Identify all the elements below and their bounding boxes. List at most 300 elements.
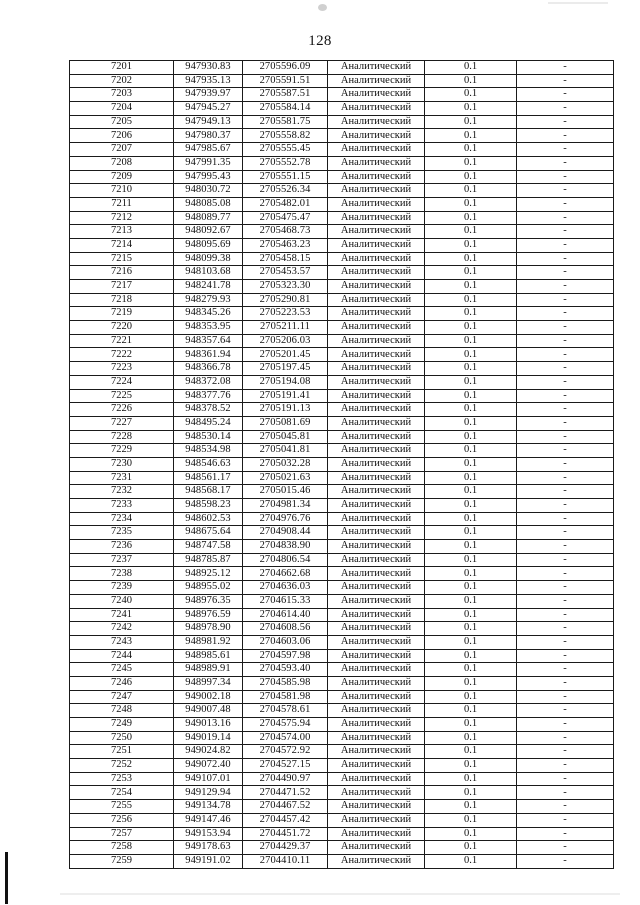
y-coordinate-cell: 2704838.90 [243,540,328,554]
note-cell: - [517,759,614,773]
accuracy-cell: 0.1 [425,88,517,102]
point-number-cell: 7222 [70,348,174,362]
table-row [70,786,614,800]
note-cell: - [517,389,614,403]
note-cell: - [517,512,614,526]
note-cell: - [517,61,614,75]
y-coordinate-cell: 2705468.73 [243,225,328,239]
note-cell: - [517,704,614,718]
method-cell: Аналитический [328,293,425,307]
x-coordinate-cell: 948985.61 [174,649,243,663]
x-coordinate-cell: 948345.26 [174,307,243,321]
y-coordinate-cell: 2705551.15 [243,170,328,184]
x-coordinate-cell: 949147.46 [174,813,243,827]
table-row [70,280,614,294]
point-number-cell: 7244 [70,649,174,663]
accuracy-cell: 0.1 [425,841,517,855]
note-cell: - [517,663,614,677]
table-row [70,348,614,362]
table-row [70,389,614,403]
point-number-cell: 7242 [70,622,174,636]
y-coordinate-cell: 2704467.52 [243,800,328,814]
x-coordinate-cell: 948955.02 [174,581,243,595]
table-row [70,143,614,157]
method-cell: Аналитический [328,238,425,252]
method-cell: Аналитический [328,786,425,800]
note-cell: - [517,143,614,157]
y-coordinate-cell: 2704806.54 [243,553,328,567]
accuracy-cell: 0.1 [425,102,517,116]
note-cell: - [517,581,614,595]
point-number-cell: 7253 [70,772,174,786]
note-cell: - [517,170,614,184]
table-row [70,567,614,581]
table-row [70,321,614,335]
accuracy-cell: 0.1 [425,74,517,88]
point-number-cell: 7213 [70,225,174,239]
accuracy-cell: 0.1 [425,704,517,718]
accuracy-cell: 0.1 [425,676,517,690]
x-coordinate-cell: 948279.93 [174,293,243,307]
table-row [70,170,614,184]
x-coordinate-cell: 948377.76 [174,389,243,403]
note-cell: - [517,129,614,143]
point-number-cell: 7221 [70,334,174,348]
point-number-cell: 7255 [70,800,174,814]
y-coordinate-cell: 2704457.42 [243,813,328,827]
note-cell: - [517,334,614,348]
table-row [70,457,614,471]
x-coordinate-cell: 947930.83 [174,61,243,75]
method-cell: Аналитический [328,553,425,567]
y-coordinate-cell: 2705555.45 [243,143,328,157]
point-number-cell: 7209 [70,170,174,184]
method-cell: Аналитический [328,102,425,116]
x-coordinate-cell: 948976.59 [174,608,243,622]
table-row [70,690,614,704]
x-coordinate-cell: 948378.52 [174,403,243,417]
y-coordinate-cell: 2704908.44 [243,526,328,540]
y-coordinate-cell: 2704572.92 [243,745,328,759]
x-coordinate-cell: 949072.40 [174,759,243,773]
accuracy-cell: 0.1 [425,772,517,786]
y-coordinate-cell: 2705201.45 [243,348,328,362]
table-row [70,526,614,540]
y-coordinate-cell: 2704410.11 [243,854,328,868]
accuracy-cell: 0.1 [425,416,517,430]
method-cell: Аналитический [328,129,425,143]
accuracy-cell: 0.1 [425,61,517,75]
y-coordinate-cell: 2704976.76 [243,512,328,526]
method-cell: Аналитический [328,718,425,732]
note-cell: - [517,362,614,376]
x-coordinate-cell: 948372.08 [174,375,243,389]
method-cell: Аналитический [328,608,425,622]
point-number-cell: 7237 [70,553,174,567]
accuracy-cell: 0.1 [425,321,517,335]
note-cell: - [517,444,614,458]
method-cell: Аналитический [328,375,425,389]
y-coordinate-cell: 2704597.98 [243,649,328,663]
y-coordinate-cell: 2705290.81 [243,293,328,307]
note-cell: - [517,197,614,211]
note-cell: - [517,786,614,800]
method-cell: Аналитический [328,745,425,759]
x-coordinate-cell: 947995.43 [174,170,243,184]
point-number-cell: 7231 [70,471,174,485]
x-coordinate-cell: 947991.35 [174,156,243,170]
note-cell: - [517,184,614,198]
x-coordinate-cell: 948241.78 [174,280,243,294]
note-cell: - [517,88,614,102]
accuracy-cell: 0.1 [425,635,517,649]
point-number-cell: 7204 [70,102,174,116]
table-row [70,74,614,88]
point-number-cell: 7257 [70,827,174,841]
method-cell: Аналитический [328,416,425,430]
method-cell: Аналитический [328,184,425,198]
y-coordinate-cell: 2705041.81 [243,444,328,458]
table-row [70,512,614,526]
point-number-cell: 7220 [70,321,174,335]
method-cell: Аналитический [328,690,425,704]
accuracy-cell: 0.1 [425,280,517,294]
table-row [70,499,614,513]
x-coordinate-cell: 948361.94 [174,348,243,362]
x-coordinate-cell: 948534.98 [174,444,243,458]
method-cell: Аналитический [328,854,425,868]
point-number-cell: 7249 [70,718,174,732]
method-cell: Аналитический [328,813,425,827]
method-cell: Аналитический [328,252,425,266]
accuracy-cell: 0.1 [425,334,517,348]
accuracy-cell: 0.1 [425,690,517,704]
note-cell: - [517,649,614,663]
table-row [70,252,614,266]
y-coordinate-cell: 2705526.34 [243,184,328,198]
y-coordinate-cell: 2704575.94 [243,718,328,732]
table-row [70,704,614,718]
point-number-cell: 7205 [70,115,174,129]
x-coordinate-cell: 948602.53 [174,512,243,526]
x-coordinate-cell: 949002.18 [174,690,243,704]
table-row [70,102,614,116]
method-cell: Аналитический [328,170,425,184]
accuracy-cell: 0.1 [425,307,517,321]
method-cell: Аналитический [328,526,425,540]
method-cell: Аналитический [328,115,425,129]
table-row [70,211,614,225]
table-row [70,156,614,170]
method-cell: Аналитический [328,266,425,280]
note-cell: - [517,307,614,321]
x-coordinate-cell: 949013.16 [174,718,243,732]
note-cell: - [517,608,614,622]
x-coordinate-cell: 949107.01 [174,772,243,786]
method-cell: Аналитический [328,567,425,581]
y-coordinate-cell: 2705453.57 [243,266,328,280]
y-coordinate-cell: 2704471.52 [243,786,328,800]
y-coordinate-cell: 2705032.28 [243,457,328,471]
note-cell: - [517,827,614,841]
y-coordinate-cell: 2705581.75 [243,115,328,129]
x-coordinate-cell: 949007.48 [174,704,243,718]
note-cell: - [517,430,614,444]
method-cell: Аналитический [328,622,425,636]
method-cell: Аналитический [328,211,425,225]
accuracy-cell: 0.1 [425,115,517,129]
point-number-cell: 7245 [70,663,174,677]
method-cell: Аналитический [328,540,425,554]
accuracy-cell: 0.1 [425,403,517,417]
accuracy-cell: 0.1 [425,800,517,814]
note-cell: - [517,499,614,513]
accuracy-cell: 0.1 [425,348,517,362]
table-row [70,88,614,102]
method-cell: Аналитический [328,731,425,745]
point-number-cell: 7254 [70,786,174,800]
point-number-cell: 7208 [70,156,174,170]
accuracy-cell: 0.1 [425,211,517,225]
point-number-cell: 7216 [70,266,174,280]
table-row [70,718,614,732]
y-coordinate-cell: 2704603.06 [243,635,328,649]
note-cell: - [517,321,614,335]
accuracy-cell: 0.1 [425,375,517,389]
x-coordinate-cell: 948747.58 [174,540,243,554]
point-number-cell: 7206 [70,129,174,143]
point-number-cell: 7223 [70,362,174,376]
method-cell: Аналитический [328,197,425,211]
table-row [70,444,614,458]
method-cell: Аналитический [328,225,425,239]
method-cell: Аналитический [328,581,425,595]
y-coordinate-cell: 2704578.61 [243,704,328,718]
method-cell: Аналитический [328,471,425,485]
point-number-cell: 7203 [70,88,174,102]
table-row [70,266,614,280]
method-cell: Аналитический [328,594,425,608]
table-row [70,197,614,211]
table-row [70,225,614,239]
x-coordinate-cell: 949129.94 [174,786,243,800]
method-cell: Аналитический [328,389,425,403]
point-number-cell: 7225 [70,389,174,403]
note-cell: - [517,813,614,827]
y-coordinate-cell: 2705021.63 [243,471,328,485]
table-row [70,553,614,567]
accuracy-cell: 0.1 [425,786,517,800]
y-coordinate-cell: 2704429.37 [243,841,328,855]
point-number-cell: 7246 [70,676,174,690]
note-cell: - [517,567,614,581]
method-cell: Аналитический [328,512,425,526]
x-coordinate-cell: 948598.23 [174,499,243,513]
point-number-cell: 7202 [70,74,174,88]
table-row [70,471,614,485]
x-coordinate-cell: 948089.77 [174,211,243,225]
table-row [70,622,614,636]
accuracy-cell: 0.1 [425,184,517,198]
method-cell: Аналитический [328,403,425,417]
x-coordinate-cell: 948561.17 [174,471,243,485]
note-cell: - [517,238,614,252]
accuracy-cell: 0.1 [425,622,517,636]
table-row [70,800,614,814]
note-cell: - [517,225,614,239]
table-row [70,731,614,745]
point-number-cell: 7227 [70,416,174,430]
accuracy-cell: 0.1 [425,553,517,567]
point-number-cell: 7226 [70,403,174,417]
x-coordinate-cell: 948366.78 [174,362,243,376]
point-number-cell: 7218 [70,293,174,307]
note-cell: - [517,471,614,485]
accuracy-cell: 0.1 [425,225,517,239]
point-number-cell: 7259 [70,854,174,868]
accuracy-cell: 0.1 [425,252,517,266]
table-row [70,635,614,649]
note-cell: - [517,553,614,567]
y-coordinate-cell: 2705045.81 [243,430,328,444]
note-cell: - [517,156,614,170]
y-coordinate-cell: 2705463.23 [243,238,328,252]
accuracy-cell: 0.1 [425,197,517,211]
accuracy-cell: 0.1 [425,471,517,485]
accuracy-cell: 0.1 [425,129,517,143]
note-cell: - [517,416,614,430]
accuracy-cell: 0.1 [425,143,517,157]
x-coordinate-cell: 948353.95 [174,321,243,335]
point-number-cell: 7228 [70,430,174,444]
point-number-cell: 7241 [70,608,174,622]
table-row [70,649,614,663]
x-coordinate-cell: 949178.63 [174,841,243,855]
note-cell: - [517,854,614,868]
note-cell: - [517,211,614,225]
point-number-cell: 7240 [70,594,174,608]
x-coordinate-cell: 949024.82 [174,745,243,759]
point-number-cell: 7250 [70,731,174,745]
method-cell: Аналитический [328,827,425,841]
accuracy-cell: 0.1 [425,444,517,458]
y-coordinate-cell: 2705323.30 [243,280,328,294]
method-cell: Аналитический [328,307,425,321]
coordinates-table-body [70,61,614,869]
y-coordinate-cell: 2705482.01 [243,197,328,211]
accuracy-cell: 0.1 [425,663,517,677]
note-cell: - [517,676,614,690]
method-cell: Аналитический [328,362,425,376]
method-cell: Аналитический [328,663,425,677]
y-coordinate-cell: 2704593.40 [243,663,328,677]
method-cell: Аналитический [328,156,425,170]
method-cell: Аналитический [328,280,425,294]
point-number-cell: 7230 [70,457,174,471]
y-coordinate-cell: 2705191.13 [243,403,328,417]
method-cell: Аналитический [328,143,425,157]
y-coordinate-cell: 2705552.78 [243,156,328,170]
table-row [70,813,614,827]
x-coordinate-cell: 947945.27 [174,102,243,116]
point-number-cell: 7214 [70,238,174,252]
y-coordinate-cell: 2705194.08 [243,375,328,389]
point-number-cell: 7256 [70,813,174,827]
y-coordinate-cell: 2705223.53 [243,307,328,321]
y-coordinate-cell: 2704527.15 [243,759,328,773]
note-cell: - [517,772,614,786]
note-cell: - [517,731,614,745]
x-coordinate-cell: 948495.24 [174,416,243,430]
point-number-cell: 7258 [70,841,174,855]
x-coordinate-cell: 948785.87 [174,553,243,567]
table-row [70,854,614,868]
x-coordinate-cell: 948675.64 [174,526,243,540]
note-cell: - [517,485,614,499]
table-row [70,581,614,595]
point-number-cell: 7210 [70,184,174,198]
y-coordinate-cell: 2705191.41 [243,389,328,403]
y-coordinate-cell: 2705015.46 [243,485,328,499]
accuracy-cell: 0.1 [425,238,517,252]
table-row [70,827,614,841]
table-row [70,416,614,430]
note-cell: - [517,841,614,855]
table-row [70,184,614,198]
y-coordinate-cell: 2705081.69 [243,416,328,430]
accuracy-cell: 0.1 [425,567,517,581]
x-coordinate-cell: 949153.94 [174,827,243,841]
x-coordinate-cell: 948568.17 [174,485,243,499]
x-coordinate-cell: 949134.78 [174,800,243,814]
method-cell: Аналитический [328,74,425,88]
note-cell: - [517,403,614,417]
x-coordinate-cell: 948357.64 [174,334,243,348]
x-coordinate-cell: 948976.35 [174,594,243,608]
note-cell: - [517,74,614,88]
y-coordinate-cell: 2704615.33 [243,594,328,608]
point-number-cell: 7243 [70,635,174,649]
accuracy-cell: 0.1 [425,731,517,745]
accuracy-cell: 0.1 [425,581,517,595]
table-row [70,307,614,321]
accuracy-cell: 0.1 [425,745,517,759]
point-number-cell: 7229 [70,444,174,458]
y-coordinate-cell: 2704662.68 [243,567,328,581]
x-coordinate-cell: 948103.68 [174,266,243,280]
point-number-cell: 7201 [70,61,174,75]
point-number-cell: 7235 [70,526,174,540]
y-coordinate-cell: 2705596.09 [243,61,328,75]
accuracy-cell: 0.1 [425,827,517,841]
y-coordinate-cell: 2705206.03 [243,334,328,348]
accuracy-cell: 0.1 [425,389,517,403]
x-coordinate-cell: 948095.69 [174,238,243,252]
scan-speck [60,893,620,895]
table-row [70,362,614,376]
note-cell: - [517,457,614,471]
x-coordinate-cell: 948925.12 [174,567,243,581]
margin-bar [5,852,8,904]
note-cell: - [517,266,614,280]
note-cell: - [517,280,614,294]
accuracy-cell: 0.1 [425,362,517,376]
note-cell: - [517,800,614,814]
note-cell: - [517,690,614,704]
x-coordinate-cell: 947935.13 [174,74,243,88]
coordinates-table [69,60,614,869]
x-coordinate-cell: 948530.14 [174,430,243,444]
